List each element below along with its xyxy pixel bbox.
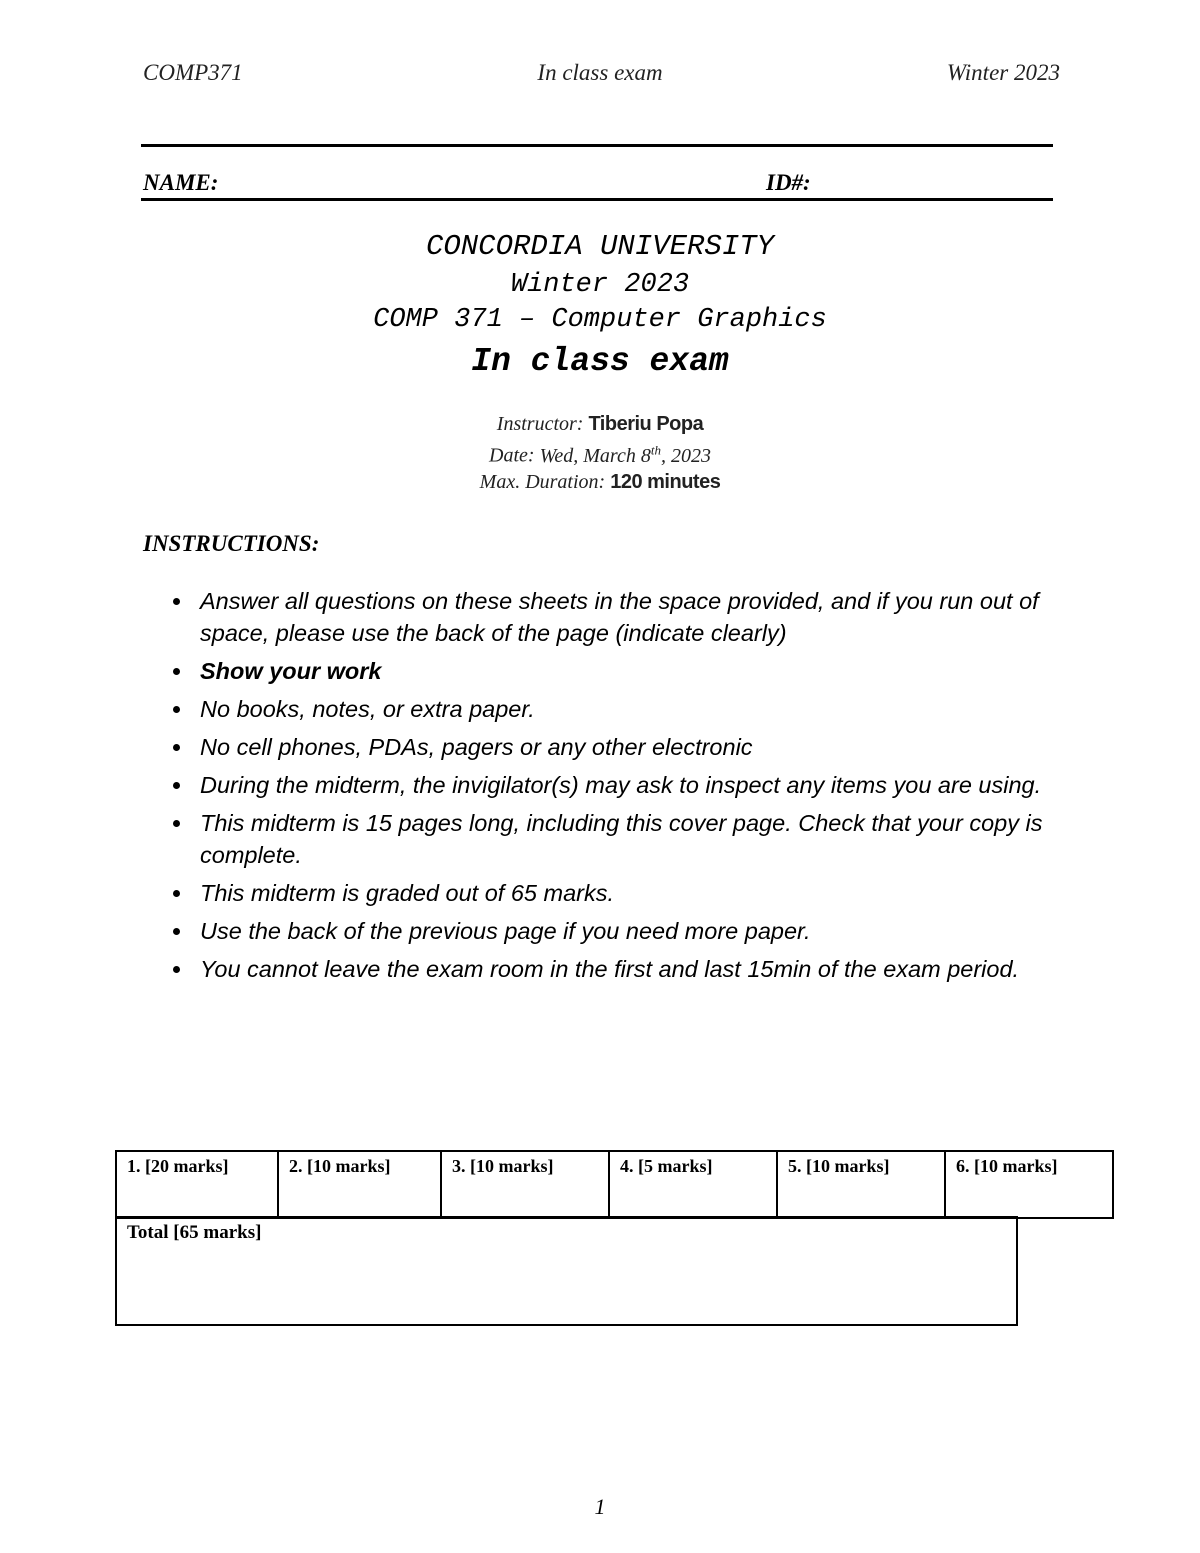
name-id-row (141, 170, 1053, 201)
marks-cell-3: 3. [10 marks] (441, 1151, 609, 1218)
instructions-list (165, 585, 1065, 991)
marks-cell-5: 5. [10 marks] (777, 1151, 945, 1218)
date-line (0, 442, 1200, 468)
exam-title: In class exam (471, 343, 729, 380)
duration-label: Max. Duration: (479, 471, 606, 493)
bullet-icon (173, 744, 180, 751)
university-title: CONCORDIA UNIVERSITY (425, 230, 775, 263)
bullet-icon (173, 598, 180, 605)
list-item: Answer all questions on these sheets in the space provided, and if you run out of space, please use the back of the page (indicate clearly) (165, 585, 1065, 649)
bullet-icon (173, 928, 180, 935)
course-title: COMP 371 – Computer Graphics (373, 305, 827, 335)
bullet-icon (173, 966, 180, 973)
bullet-icon (173, 706, 180, 713)
bullet-icon (173, 668, 180, 675)
list-item: You cannot leave the exam room in the first and last 15min of the exam period. (165, 953, 1065, 985)
list-item: Use the back of the previous page if you need more paper. (165, 915, 1065, 947)
marks-table (115, 1150, 1114, 1219)
table-row (116, 1151, 1113, 1218)
id-label: ID#: (766, 170, 811, 195)
bullet-icon (173, 782, 180, 789)
total-marks-box: Total [65 marks] (115, 1216, 1018, 1326)
top-rule (141, 144, 1053, 147)
header-course: COMP371 (143, 60, 243, 85)
header-term: Winter 2023 (946, 60, 1060, 85)
instructor-name: Tiberiu Popa (588, 413, 704, 435)
term-title: Winter 2023 (510, 270, 690, 300)
name-label: NAME: (143, 170, 219, 195)
header-exam: In class exam (537, 60, 663, 85)
list-item: No books, notes, or extra paper. (165, 693, 1065, 725)
marks-cell-4: 4. [5 marks] (609, 1151, 777, 1218)
page-number: 1 (594, 1494, 606, 1519)
marks-cell-6: 6. [10 marks] (945, 1151, 1113, 1218)
date-value: Wed, March 8th, 2023 (539, 442, 711, 467)
list-item: Show your work (165, 655, 1065, 687)
bullet-icon (173, 890, 180, 897)
date-label: Date: (489, 444, 535, 467)
instructor-line (0, 413, 1200, 436)
marks-cell-1: 1. [20 marks] (116, 1151, 278, 1218)
list-item: During the midterm, the invigilator(s) may ask to inspect any items you are using. (165, 769, 1065, 801)
list-item: This midterm is 15 pages long, including this cover page. Check that your copy is complete. (165, 807, 1065, 871)
list-item: This midterm is graded out of 65 marks. (165, 877, 1065, 909)
marks-cell-2: 2. [10 marks] (278, 1151, 441, 1218)
instructions-heading: INSTRUCTIONS: (143, 531, 320, 556)
instructor-label: Instructor: (496, 413, 584, 435)
duration-line (0, 471, 1200, 494)
bullet-icon (173, 820, 180, 827)
duration-value: 120 minutes (610, 471, 721, 493)
list-item: No cell phones, PDAs, pagers or any other electronic (165, 731, 1065, 763)
